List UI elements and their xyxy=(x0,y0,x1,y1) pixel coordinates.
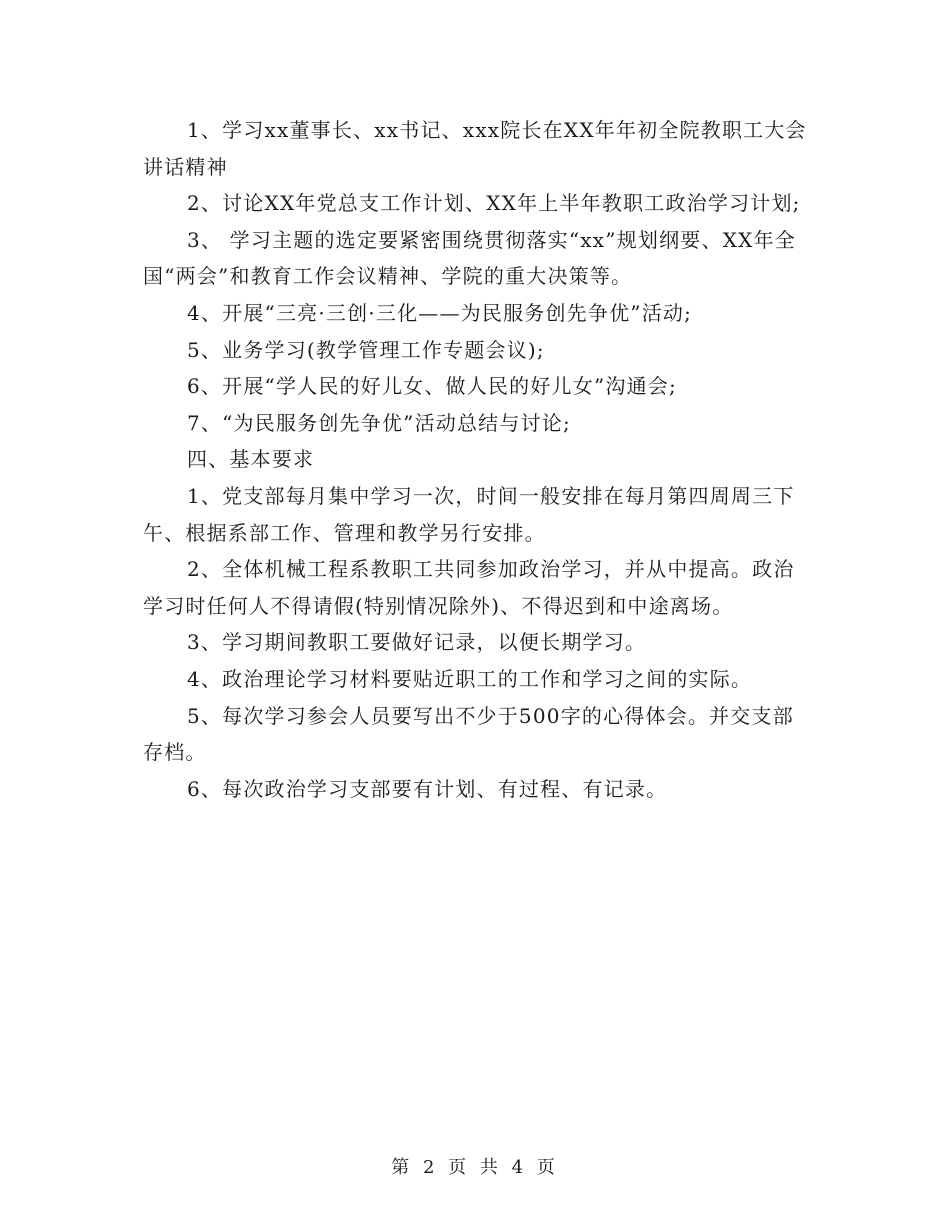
requirement-2: 2、全体机械工程系教职工共同参加政治学习，并从中提高。政治学习时任何人不得请假(特别情况除外)、不得迟到和中途离场。 xyxy=(143,557,795,618)
document-body xyxy=(143,112,815,807)
paragraph-2: 2、讨论XX年党总支工作计划、XX年上半年教职工政治学习计划; xyxy=(187,191,801,216)
section-heading: 四、基本要求 xyxy=(187,447,315,472)
requirement-4: 4、政治理论学习材料要贴近职工的工作和学习之间的实际。 xyxy=(187,666,753,691)
requirement-1: 1、党支部每月集中学习一次，时间一般安排在每月第四周周三下午、根据系部工作、管理和教学另行安排。 xyxy=(143,483,795,545)
paragraph-5: 5、业务学习(教学管理工作专题会议); xyxy=(187,337,545,362)
requirement-6: 6、每次政治学习支部要有计划、有过程、有记录。 xyxy=(187,776,668,801)
paragraph-7: 7、“为民服务创先争优”活动总结与讨论; xyxy=(187,410,571,435)
paragraph-3: 3、 学习主题的选定要紧密围绕贯彻落实“xx”规划纲要、XX年全国“两会”和教育工作会议精神、学院的重大决策等。 xyxy=(143,227,796,289)
page-footer xyxy=(0,1153,950,1179)
requirement-3: 3、学习期间教职工要做好记录，以便长期学习。 xyxy=(187,630,647,655)
requirement-5: 5、每次学习参会人员要写出不少于500字的心得体会。并交支部存档。 xyxy=(143,703,794,765)
paragraph-6: 6、开展“学人民的好儿女、做人民的好儿女”沟通会; xyxy=(187,374,677,399)
paragraph-1: 1、学习xx董事长、xx书记、xxx院长在XX年年初全院教职工大会讲话精神 xyxy=(143,118,807,179)
paragraph-4: 4、开展“三亮·三创·三化——为民服务创先争优”活动; xyxy=(187,300,693,325)
page-number-label: 第 2 页 共 4 页 xyxy=(391,1157,559,1178)
